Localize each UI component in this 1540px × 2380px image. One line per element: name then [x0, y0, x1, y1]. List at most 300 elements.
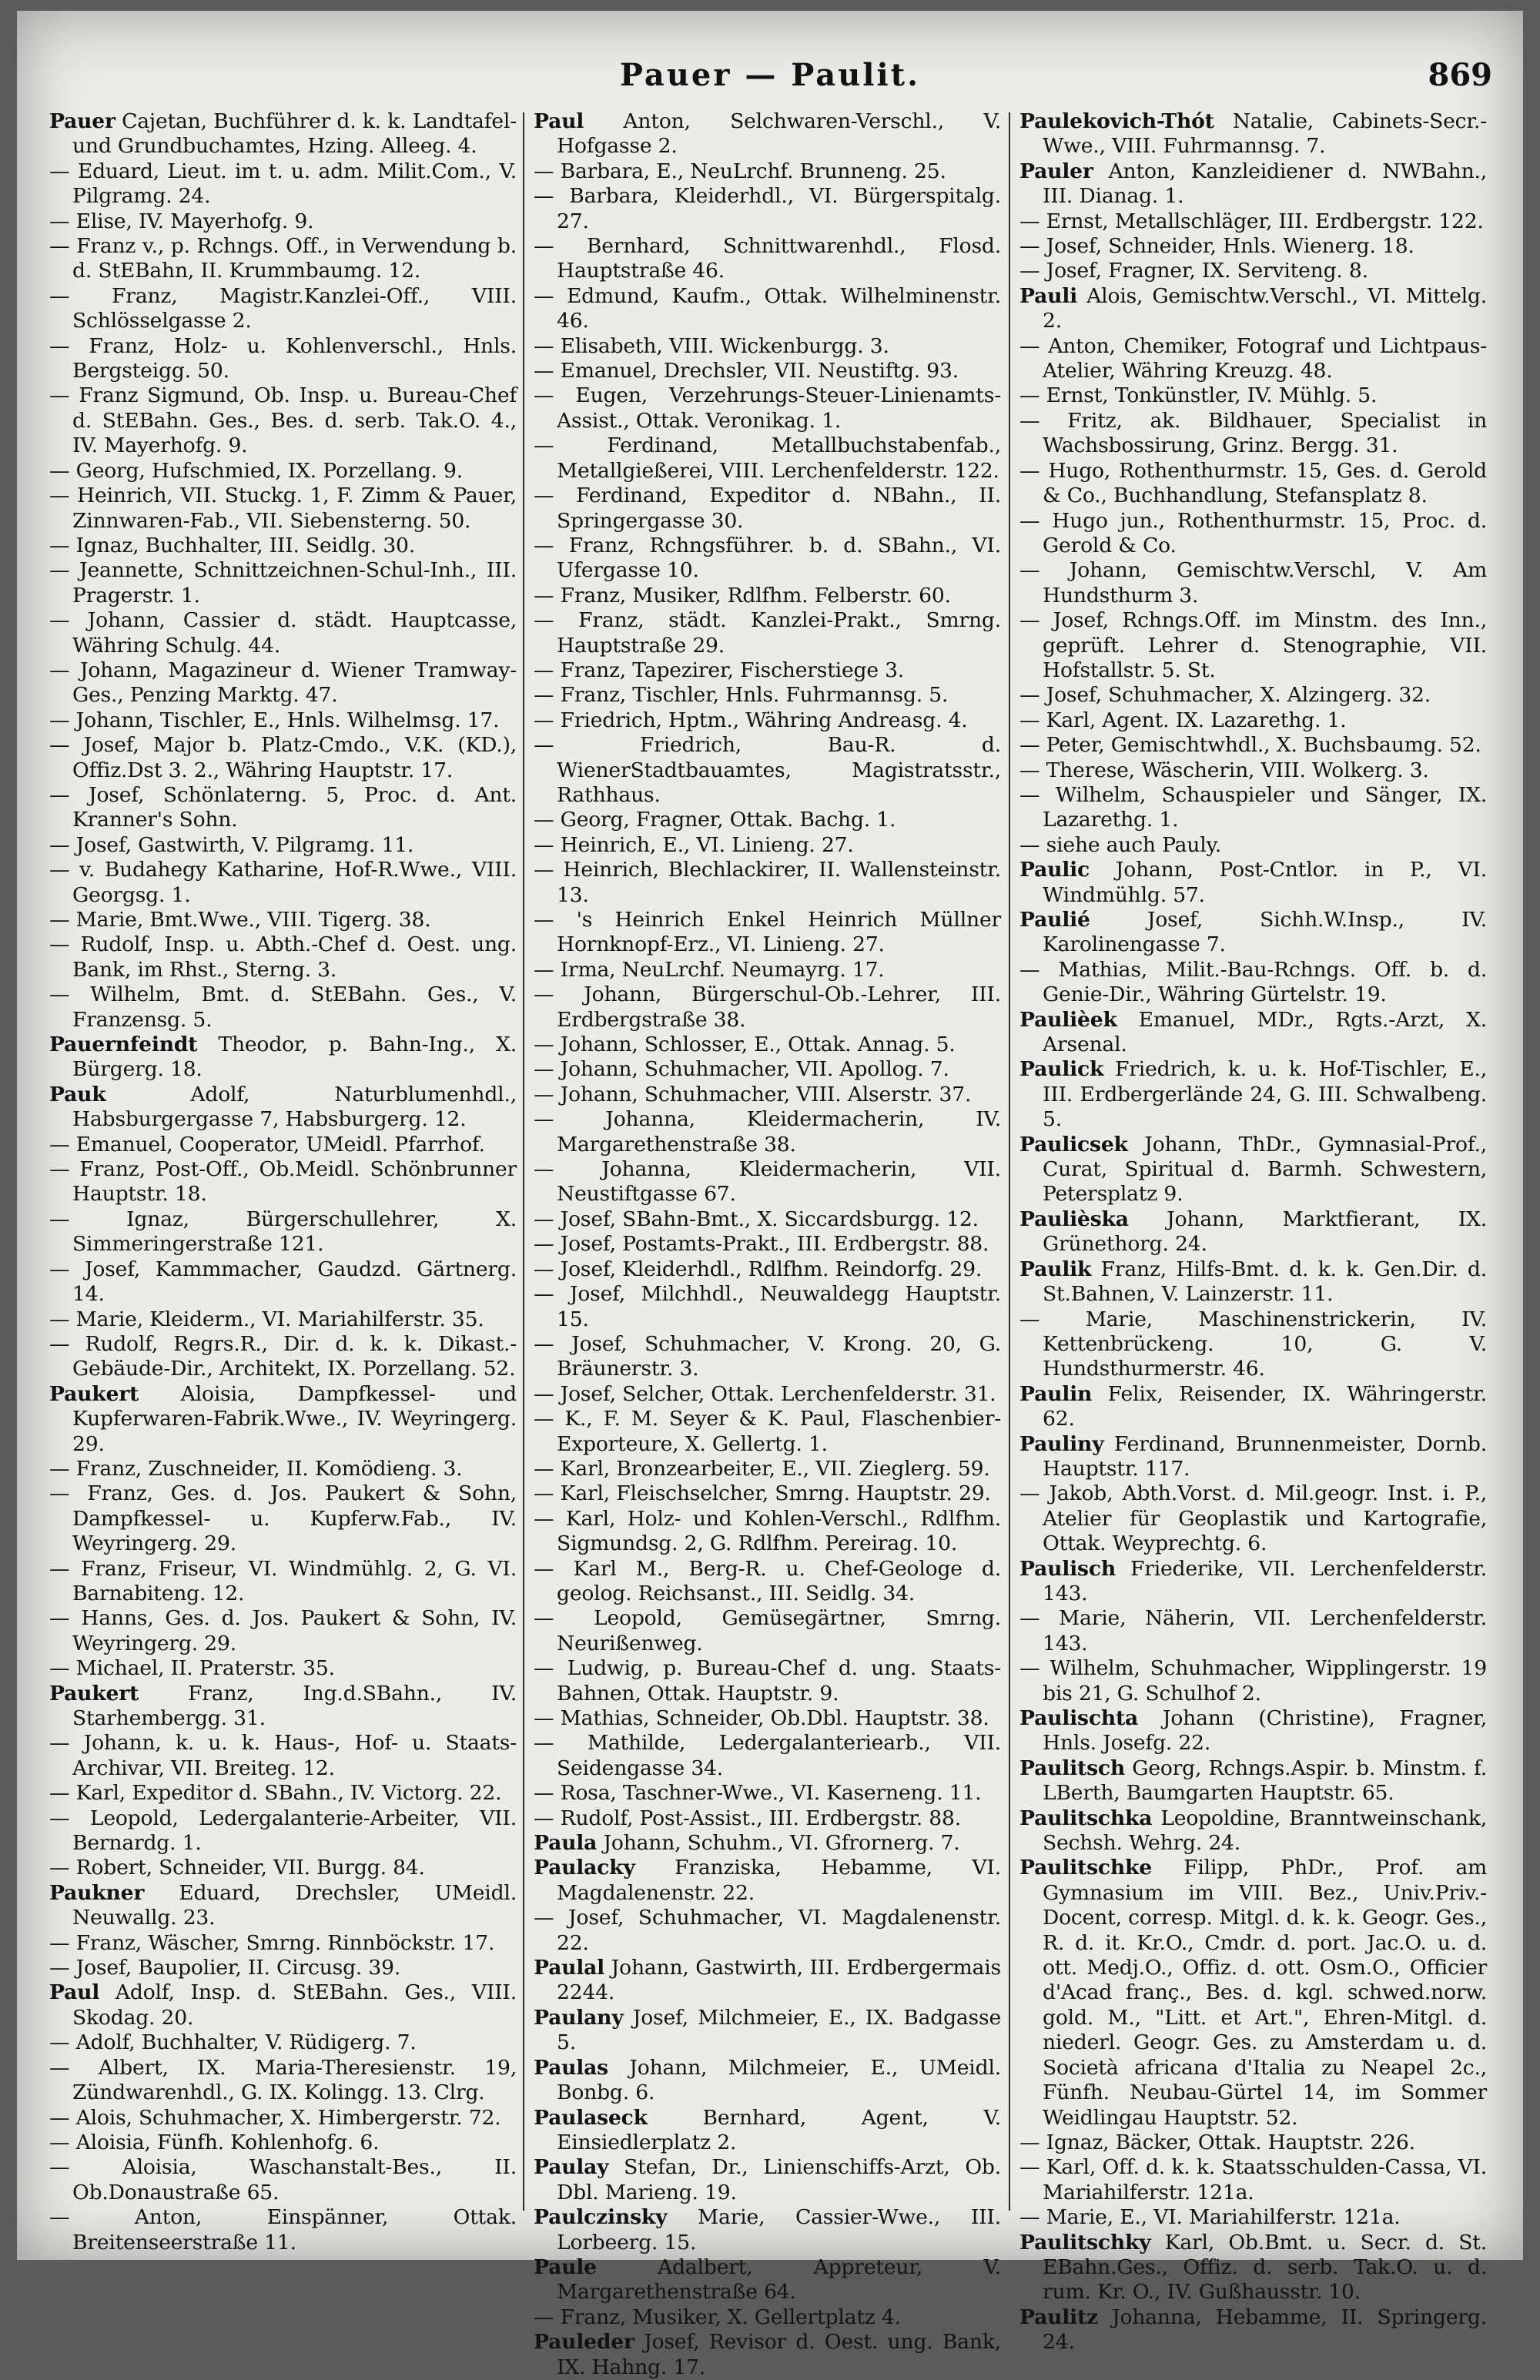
directory-entry — [534, 234, 1001, 284]
directory-entry — [49, 708, 517, 733]
directory-entry — [534, 2056, 1001, 2106]
directory-entry — [49, 558, 517, 608]
directory-entry — [49, 982, 517, 1033]
directory-entry — [1019, 159, 1487, 209]
entry-text: — Karl, Expeditor d. SBahn., IV. Victorg. 22. — [49, 1781, 502, 1806]
directory-entry — [534, 1806, 1001, 1831]
directory-entry — [49, 1606, 517, 1656]
entry-text: — Marie, Maschinenstrickerin, IV. Kettenbrückeng. 10, G. V. Hundsthurmerstr. 46. — [1019, 1307, 1487, 1381]
entry-text: — Eduard, Lieut. im t. u. adm. Milit.Com., V. Pilgramg. 24. — [49, 159, 517, 209]
entry-surname: Paulitschke — [1019, 1856, 1152, 1880]
entry-text: Filipp, PhDr., Prof. am Gymnasium im VIII. Bez., Univ.Priv.-Docent, corresp. Mitgl. d. k. k. Geogr. Ges., R. d. it. Kr.O., Cmdr. d. port. Jac.O. u. d. ott. Medj.O., Offiz. d. ott. Osm.O., Officier d'Acad franç., Bes. d. kgl. schwed.norw. gold. M., "Litt. et Art.", Ehren-Mitgl. d. niederl. Geogr. Ges. zu Amsterdam u. d. Società africana d'Italia zu Neapel 2c., Fünfh. Neubau-Gürtel 14, im Sommer Weidlingau Hauptstr. 52. — [1043, 1856, 1487, 2130]
entry-text: — Josef, Kleiderhdl., Rdlfhm. Reindorfg. 29. — [534, 1257, 983, 1281]
entry-text: — Georg, Hufschmied, IX. Porzellang. 9. — [49, 458, 464, 483]
directory-entry — [534, 2205, 1001, 2255]
directory-entry — [49, 234, 517, 284]
running-head: Pauer — Paulit. — [619, 57, 921, 93]
entry-text: — Mathias, Milit.-Bau-Rchngs. Off. b. d. Genie-Dir., Währing Gürtelstr. 19. — [1019, 957, 1487, 1007]
entry-text: — Heinrich, Blechlackirer, II. Wallensteinstr. 13. — [534, 858, 1001, 907]
directory-entry — [534, 1232, 1001, 1257]
directory-entry — [1019, 2155, 1487, 2205]
directory-entry — [1019, 1057, 1487, 1132]
entry-text: — Georg, Fragner, Ottak. Bachg. 1. — [534, 808, 896, 832]
entry-text: — Josef, Rchngs.Off. im Minstm. des Inn., geprüft. Lehrer d. Stenographie, VII. Hofstallstr. 5. St. — [1019, 608, 1487, 682]
entry-text: — Emanuel, Drechsler, VII. Neustiftg. 93. — [534, 359, 959, 383]
entry-surname: Paulitschka — [1019, 1806, 1153, 1830]
entry-text: — Johanna, Kleidermacherin, IV. Margarethenstraße 38. — [534, 1107, 1001, 1157]
directory-entry — [534, 284, 1001, 334]
entry-text: Johann, Post-Cntlor. in P., VI. Windmühlg. 57. — [1043, 858, 1487, 907]
directory-entry — [49, 1980, 517, 2030]
entry-text: — Rudolf, Regrs.R., Dir. d. k. k. Dikast.-Gebäude-Dir., Architekt, IX. Porzellang. 52. — [49, 1331, 517, 1381]
entry-text: Friederike, VII. Lerchenfelderstr. 143. — [1043, 1556, 1487, 1605]
entry-text: Johann, Milchmeier, E., UMeidl. Bonbg. 6. — [557, 2055, 1001, 2105]
directory-entry — [49, 1332, 517, 1382]
entry-text: — Ludwig, p. Bureau-Chef d. ung. Staats-Bahnen, Ottak. Hauptstr. 9. — [534, 1656, 1001, 1705]
entry-surname: Paulièska — [1019, 1207, 1129, 1231]
entry-surname: Paulany — [534, 2005, 624, 2030]
directory-entry — [49, 1207, 517, 1257]
entry-text: Ferdinand, Brunnenmeister, Dornb. Hauptstr. 117. — [1043, 1431, 1487, 1481]
entry-text: — Josef, Selcher, Ottak. Lerchenfelderstr. 31. — [534, 1381, 996, 1406]
directory-entry — [49, 209, 517, 234]
entry-surname: Paukert — [49, 1681, 139, 1705]
entry-text: — Johann, Cassier d. städt. Hauptcasse, Währing Schulg. 44. — [49, 608, 517, 658]
directory-entry — [49, 1656, 517, 1681]
directory-entry — [1019, 683, 1487, 708]
directory-entry — [1019, 1606, 1487, 1656]
entry-surname: Paule — [534, 2254, 597, 2279]
entry-text: — Ignaz, Buchhalter, III. Seidlg. 30. — [49, 533, 416, 557]
directory-entry — [534, 534, 1001, 584]
entry-surname: Paulitsch — [1019, 1756, 1126, 1780]
entry-text: — Josef, Major b. Platz-Cmdo., V.K. (KD.), Offiz.Dst 3. 2., Währing Hauptstr. 17. — [49, 733, 517, 782]
directory-entry — [1019, 2205, 1487, 2230]
directory-entry — [49, 334, 517, 384]
directory-entry — [534, 1481, 1001, 1506]
entry-text: — Josef, Kammmacher, Gaudzd. Gärtnerg. 14. — [49, 1257, 517, 1307]
directory-entry — [534, 982, 1001, 1033]
entry-text: Franz, Hilfs-Bmt. d. k. k. Gen.Dir. d. St.Bahnen, V. Lainzerstr. 11. — [1043, 1257, 1487, 1307]
directory-entry — [1019, 284, 1487, 334]
entry-text: — Karl, Agent. IX. Lazarethg. 1. — [1019, 708, 1347, 732]
directory-entry — [49, 1481, 517, 1556]
entry-text: Josef, Milchmeier, E., IX. Badgasse 5. — [557, 2005, 1001, 2055]
entry-surname: Paulik — [1019, 1257, 1092, 1281]
entry-surname: Paulicsek — [1019, 1132, 1128, 1157]
entry-text: — Rudolf, Insp. u. Abth.-Chef d. Oest. ung. Bank, im Rhst., Sterng. 3. — [49, 932, 517, 982]
entry-text: — Franz, Tapezirer, Fischerstiege 3. — [534, 658, 905, 682]
directory-entry — [1019, 234, 1487, 259]
directory-entry — [49, 2155, 517, 2205]
entry-text: Marie, Cassier-Wwe., III. Lorbeerg. 15. — [557, 2205, 1001, 2254]
directory-entry — [534, 1731, 1001, 1781]
entry-text: Karl, Ob.Bmt. u. Secr. d. St. EBahn.Ges., Offiz. d. serb. Tak.O. u. d. rum. Kr. O., IV. Gußhausstr. 10. — [1043, 2230, 1487, 2305]
entry-text: — Johann, Gemischtw.Verschl, V. Am Hundsthurm 3. — [1019, 558, 1487, 608]
directory-entry — [1019, 1307, 1487, 1382]
directory-entry — [534, 1457, 1001, 1481]
entry-text: — Josef, Gastwirth, V. Pilgramg. 11. — [49, 832, 414, 857]
entry-text: — Marie, Kleiderm., VI. Mariahilferstr. 35. — [49, 1307, 484, 1331]
entry-text: — Josef, Schuhmacher, V. Krong. 20, G. Bräunerstr. 3. — [534, 1331, 1001, 1381]
directory-entry — [49, 1457, 517, 1481]
entry-text: — Ernst, Tonkünstler, IV. Mühlg. 5. — [1019, 383, 1378, 408]
entry-text: — Marie, Bmt.Wwe., VIII. Tigerg. 38. — [49, 908, 431, 932]
entry-text: — Wilhelm, Schauspieler und Sänger, IX. Lazarethg. 1. — [1019, 782, 1487, 832]
entry-text: — Karl, Fleischselcher, Smrng. Hauptstr. 29. — [534, 1481, 991, 1506]
directory-entry — [49, 2106, 517, 2131]
directory-entry — [1019, 708, 1487, 733]
directory-entry — [534, 1332, 1001, 1382]
entry-surname: Paukner — [49, 1880, 145, 1905]
entry-text: Felix, Reisender, IX. Währingerstr. 62. — [1043, 1381, 1487, 1431]
directory-entry — [49, 1133, 517, 1157]
directory-entry — [1019, 1481, 1487, 1556]
directory-entry — [49, 1557, 517, 1607]
entry-text: — Barbara, E., NeuLrchf. Brunneng. 25. — [534, 159, 946, 183]
entry-text: — Fritz, ak. Bildhauer, Specialist in Wachsbossirung, Grinz. Bergg. 31. — [1019, 408, 1487, 458]
entry-text: — Franz Sigmund, Ob. Insp. u. Bureau-Chef d. StEBahn. Ges., Bes. d. serb. Tak.O. 4., IV. Mayerhofg. 9. — [49, 383, 517, 458]
directory-entry — [534, 908, 1001, 958]
directory-entry — [49, 2056, 517, 2106]
entry-text: — siehe auch Pauly. — [1019, 832, 1222, 857]
directory-entry — [49, 833, 517, 858]
entry-text: — Leopold, Ledergalanterie-Arbeiter, VII. Bernardg. 1. — [49, 1806, 517, 1856]
entry-text: — Irma, NeuLrchf. Neumayrg. 17. — [534, 957, 885, 982]
entry-text: — Mathias, Schneider, Ob.Dbl. Hauptstr. 38. — [534, 1706, 989, 1730]
directory-entry — [1019, 858, 1487, 908]
entry-text: Stefan, Dr., Linienschiffs-Arzt, Ob. Dbl. Marieng. 19. — [557, 2155, 1001, 2204]
directory-entry — [534, 958, 1001, 982]
directory-entry — [49, 383, 517, 458]
directory-entry — [1019, 1133, 1487, 1207]
directory-entry — [1019, 383, 1487, 408]
directory-entry — [534, 1382, 1001, 1407]
entry-surname: Paulaseck — [534, 2105, 648, 2130]
entry-text: — Heinrich, E., VI. Linieng. 27. — [534, 832, 854, 857]
entry-text: Johann, Schuhm., VI. Gfrornerg. 7. — [597, 1831, 960, 1856]
directory-entry — [49, 1257, 517, 1307]
entry-text: — Ignaz, Bäcker, Ottak. Hauptstr. 226. — [1019, 2130, 1415, 2154]
directory-entry — [49, 908, 517, 932]
entry-text: — Franz, Post-Off., Ob.Meidl. Schönbrunner Hauptstr. 18. — [49, 1157, 517, 1207]
directory-entry — [534, 1107, 1001, 1157]
entry-text: — Franz, Holz- u. Kohlenverschl., Hnls. Bergsteigg. 50. — [49, 333, 517, 383]
entry-text: — Robert, Schneider, VII. Burgg. 84. — [49, 1856, 425, 1880]
directory-entry — [1019, 833, 1487, 858]
entry-text: — Aloisia, Waschanstalt-Bes., II. Ob.Donaustraße 65. — [49, 2155, 517, 2204]
entry-text: Johanna, Hebamme, II. Springerg. 24. — [1043, 2305, 1487, 2355]
entry-text: — Rosa, Taschner-Wwe., VI. Kaserneng. 11. — [534, 1781, 982, 1806]
directory-entry — [49, 1083, 517, 1133]
directory-entry — [49, 159, 517, 209]
entry-text: Theodor, p. Bahn-Ing., X. Bürgerg. 18. — [72, 1033, 517, 1082]
entry-text: Anton, Selchwaren-Verschl., V. Hofgasse 2. — [557, 109, 1001, 159]
entry-text: — Albert, IX. Maria-Theresienstr. 19, Zündwarenhdl., G. IX. Kolingg. 13. Clrg. — [49, 2055, 517, 2105]
entry-text: — Michael, II. Praterstr. 35. — [49, 1656, 335, 1681]
directory-entry — [534, 833, 1001, 858]
entry-text: Johann, Marktfierant, IX. Grünethorg. 24. — [1043, 1207, 1487, 1257]
directory-entry — [534, 334, 1001, 359]
entry-text: Anton, Kanzleidiener d. NWBahn., III. Dianag. 1. — [1043, 159, 1487, 209]
entry-text: — 's Heinrich Enkel Heinrich Müllner Hornknopf-Erz., VI. Linieng. 27. — [534, 908, 1001, 957]
directory-entry — [49, 1382, 517, 1457]
entry-text: — Jeannette, Schnittzeichnen-Schul-Inh., III. Pragerstr. 1. — [49, 558, 517, 608]
directory-entry — [49, 484, 517, 534]
directory-entry — [534, 2155, 1001, 2205]
directory-entry — [534, 608, 1001, 658]
entry-text: — K., F. M. Seyer & K. Paul, Flaschenbier-Exporteure, X. Gellertg. 1. — [534, 1407, 1001, 1456]
directory-entry — [49, 1307, 517, 1332]
directory-entry — [534, 1407, 1001, 1457]
entry-text: — Hugo, Rothenthurmstr. 15, Ges. d. Gerold & Co., Buchhandlung, Stefansplatz 8. — [1019, 458, 1487, 508]
entry-text: — Franz, Musiker, X. Gellertplatz 4. — [534, 2305, 901, 2329]
entry-surname: Pauliny — [1019, 1431, 1104, 1456]
entry-text: — Heinrich, VII. Stuckg. 1, F. Zimm & Pauer, Zinnwaren-Fab., VII. Siebensterng. 50. — [49, 484, 517, 533]
entry-surname: Paula — [534, 1831, 598, 1856]
column-divider — [1009, 112, 1010, 2211]
directory-entry — [49, 932, 517, 982]
entry-text: — Josef, SBahn-Bmt., X. Siccardsburgg. 12. — [534, 1207, 979, 1231]
directory-entry — [1019, 1706, 1487, 1756]
entry-surname: Pauli — [1019, 283, 1078, 308]
entry-text: — Elise, IV. Mayerhofg. 9. — [49, 209, 314, 233]
directory-entry — [49, 2030, 517, 2055]
directory-entry — [49, 733, 517, 783]
entry-text: — Hugo jun., Rothenthurmstr. 15, Proc. d. Gerold & Co. — [1019, 508, 1487, 557]
directory-entry — [49, 658, 517, 708]
entry-text: Johann, ThDr., Gymnasial-Prof., Curat, Spiritual d. Barmh. Schwestern, Petersplatz 9. — [1043, 1132, 1487, 1207]
directory-entry — [534, 433, 1001, 484]
entry-text: Josef, Sichh.W.Insp., IV. Karolinengasse 7. — [1043, 908, 1487, 957]
directory-entry — [49, 2131, 517, 2155]
directory-entry — [49, 284, 517, 334]
entry-text: — Wilhelm, Schuhmacher, Wipplingerstr. 19 bis 21, G. Schulhof 2. — [1019, 1656, 1487, 1705]
directory-entry — [49, 1157, 517, 1207]
entry-text: — Friedrich, Bau-R. d. WienerStadtbauamtes, Magistratsstr., Rathhaus. — [534, 733, 1001, 807]
entry-surname: Paulischta — [1019, 1706, 1139, 1730]
entry-text: — Edmund, Kaufm., Ottak. Wilhelminenstr. 46. — [534, 283, 1001, 333]
entry-text: Leopoldine, Branntweinschank, Sechsh. Wehrg. 24. — [1043, 1806, 1487, 1856]
column-divider — [523, 112, 524, 2211]
entry-text: Georg, Rchngs.Aspir. b. Minstm. f. LBerth, Baumgarten Hauptstr. 65. — [1043, 1756, 1487, 1806]
entry-text: — Therese, Wäscherin, VIII. Wolkerg. 3. — [1019, 758, 1429, 782]
entry-text: — Franz, Ges. d. Jos. Paukert & Sohn, Dampfkessel- u. Kupferw.Fab., IV. Weyringerg. 29. — [49, 1481, 517, 1556]
directory-page — [17, 11, 1523, 2379]
entry-text: — Franz, Zuschneider, II. Komödieng. 3. — [49, 1456, 463, 1481]
directory-entry — [1019, 259, 1487, 283]
directory-entry — [1019, 1382, 1487, 1432]
entry-text: — Anton, Chemiker, Fotograf und Lichtpaus-Atelier, Währing Kreuzg. 48. — [1019, 333, 1487, 383]
entry-text: — Alois, Schuhmacher, X. Himbergerstr. 72. — [49, 2105, 501, 2130]
directory-entry — [534, 733, 1001, 808]
directory-entry — [1019, 1557, 1487, 1607]
directory-entry — [534, 1507, 1001, 1557]
entry-text: — Franz, städt. Kanzlei-Prakt., Smrng. Hauptstraße 29. — [534, 608, 1001, 658]
entry-text: — Ignaz, Bürgerschullehrer, X. Simmeringerstraße 121. — [49, 1207, 517, 1257]
entry-surname: Paulin — [1019, 1381, 1093, 1406]
entry-text: — Franz v., p. Rchngs. Off., in Verwendung b. d. StEBahn, II. Krummbaumg. 12. — [49, 234, 517, 283]
entry-surname: Paulay — [534, 2155, 609, 2180]
directory-entry — [534, 359, 1001, 383]
directory-entry — [1019, 109, 1487, 159]
entry-surname: Paulekovich-Thót — [1019, 109, 1214, 133]
directory-entry — [534, 1557, 1001, 1607]
entry-text: — Leopold, Gemüsegärtner, Smrng. Neurißenweg. — [534, 1606, 1001, 1655]
entry-text: — Eugen, Verzehrungs-Steuer-Linienamts-Assist., Ottak. Veronikag. 1. — [534, 383, 1001, 433]
directory-entry — [534, 159, 1001, 184]
entry-text: — Josef, Schuhmacher, VI. Magdalenenstr. 22. — [534, 1906, 1001, 1955]
directory-entry — [534, 1656, 1001, 1706]
directory-entry — [1019, 459, 1487, 509]
directory-entry — [1019, 1008, 1487, 1058]
directory-entry — [1019, 908, 1487, 958]
page-number: 869 — [1428, 57, 1492, 93]
directory-entry — [49, 459, 517, 484]
entry-text: — Rudolf, Post-Assist., III. Erdbergstr. 88. — [534, 1806, 961, 1830]
directory-entry — [49, 109, 517, 159]
directory-entry — [534, 1033, 1001, 1057]
entry-text: — Johanna, Kleidermacherin, VII. Neustiftgasse 67. — [534, 1157, 1001, 1207]
entry-text: — Johann, Bürgerschul-Ob.-Lehrer, III. Erdbergstraße 38. — [534, 982, 1001, 1032]
entry-text: — Hanns, Ges. d. Jos. Paukert & Sohn, IV. Weyringerg. 29. — [49, 1606, 517, 1655]
entry-text: — Anton, Einspänner, Ottak. Breitenseerstraße 11. — [49, 2205, 517, 2254]
page-header — [17, 57, 1523, 103]
entry-text: — Mathilde, Ledergalanteriearb., VII. Seidengasse 34. — [534, 1731, 1001, 1780]
entry-text: — Franz, Tischler, Hnls. Fuhrmannsg. 5. — [534, 683, 949, 708]
entry-text: — Franz, Musiker, Rdlfhm. Felberstr. 60. — [534, 583, 951, 608]
entry-text: — Karl M., Berg-R. u. Chef-Geologe d. geolog. Reichsanst., III. Seidlg. 34. — [534, 1556, 1001, 1605]
entry-text: — Aloisia, Fünfh. Kohlenhofg. 6. — [49, 2130, 380, 2154]
entry-text: — Adolf, Buchhalter, V. Rüdigerg. 7. — [49, 2030, 417, 2055]
entry-text: Cajetan, Buchführer d. k. k. Landtafel- und Grundbuchamtes, Hzing. Alleeg. 4. — [72, 109, 517, 159]
directory-entry — [534, 1956, 1001, 2006]
directory-entry — [1019, 958, 1487, 1008]
entry-surname: Pauleder — [534, 2330, 634, 2355]
entry-text: — Karl, Holz- und Kohlen-Verschl., Rdlfhm. Sigmundsg. 2, G. Rdlfhm. Pereirag. 10. — [534, 1506, 1001, 1556]
entry-text: — Marie, Näherin, VII. Lerchenfelderstr. 143. — [1019, 1606, 1487, 1655]
entry-surname: Paulczinsky — [534, 2205, 668, 2230]
directory-entry — [49, 1956, 517, 1980]
entry-text: — Johann, Schuhmacher, VII. Apollog. 7. — [534, 1057, 949, 1082]
entry-text: — Johann, Tischler, E., Hnls. Wilhelmsg. 17. — [49, 708, 500, 732]
directory-entry — [1019, 1656, 1487, 1706]
entry-text: — Marie, E., VI. Mariahilferstr. 121a. — [1019, 2205, 1401, 2230]
directory-entry — [534, 708, 1001, 733]
entry-text: — Barbara, Kleiderhdl., VI. Bürgerspitalg. 27. — [534, 184, 1001, 233]
directory-entry — [534, 1831, 1001, 1856]
directory-entry — [49, 1731, 517, 1781]
directory-entry — [534, 1157, 1001, 1207]
directory-entry — [49, 1033, 517, 1083]
directory-entry — [534, 1706, 1001, 1731]
entry-surname: Pauler — [1019, 159, 1093, 183]
entry-text: Aloisia, Dampfkessel- und Kupferwaren-Fabrik.Wwe., IV. Weyringerg. 29. — [72, 1381, 517, 1456]
directory-entry — [534, 1606, 1001, 1656]
entry-surname: Paulitschky — [1019, 2230, 1151, 2254]
directory-entry — [1019, 2231, 1487, 2305]
directory-entry — [49, 534, 517, 558]
column-3 — [1019, 109, 1487, 2355]
directory-entry — [1019, 1257, 1487, 1307]
entry-text: — Karl, Off. d. k. k. Staatsschulden-Cassa, VI. Mariahilferstr. 121a. — [1019, 2155, 1487, 2204]
directory-entry — [534, 2006, 1001, 2056]
directory-entry — [534, 484, 1001, 534]
directory-entry — [1019, 2131, 1487, 2155]
directory-entry — [534, 808, 1001, 832]
directory-entry — [534, 1781, 1001, 1806]
entry-text: — Franz, Magistr.Kanzlei-Off., VIII. Schlösselgasse 2. — [49, 283, 517, 333]
directory-entry — [1019, 1207, 1487, 1257]
entry-text: — Franz, Friseur, VI. Windmühlg. 2, G. VI. Barnabiteng. 12. — [49, 1556, 517, 1605]
directory-entry — [534, 184, 1001, 234]
directory-entry — [534, 683, 1001, 708]
entry-text: Natalie, Cabinets-Secr.-Wwe., VIII. Fuhrmannsg. 7. — [1043, 109, 1487, 159]
directory-entry — [49, 783, 517, 833]
entry-surname: Pauk — [49, 1082, 106, 1106]
directory-entry — [49, 1881, 517, 1931]
directory-entry — [534, 2330, 1001, 2380]
directory-entry — [49, 1856, 517, 1880]
directory-entry — [1019, 509, 1487, 559]
directory-entry — [1019, 1432, 1487, 1482]
directory-entry — [534, 1057, 1001, 1082]
entry-text: Johann, Gastwirth, III. Erdbergermais 2244. — [557, 1956, 1001, 2005]
directory-entry — [1019, 733, 1487, 758]
entry-text: Adolf, Insp. d. StEBahn. Ges., VIII. Skodag. 20. — [72, 1980, 517, 2030]
entry-surname: Pauernfeindt — [49, 1033, 198, 1057]
entry-text: — Josef, Schuhmacher, X. Alzingerg. 32. — [1019, 683, 1431, 708]
directory-entry — [49, 1931, 517, 1956]
entry-text: — Josef, Schönlaterng. 5, Proc. d. Ant. Kranner's Sohn. — [49, 782, 517, 832]
entry-text: Eduard, Drechsler, UMeidl. Neuwallg. 23. — [72, 1880, 517, 1930]
entry-text: — Ernst, Metallschläger, III. Erdbergstr. 122. — [1019, 209, 1484, 233]
entry-surname: Paul — [534, 109, 584, 133]
entry-surname: Paulic — [1019, 858, 1090, 882]
entry-text: — Jakob, Abth.Vorst. d. Mil.geogr. Inst. i. P., Atelier für Geoplastik und Kartografie, Ottak. Weyprechtg. 6. — [1019, 1481, 1487, 1556]
entry-text: Franziska, Hebamme, VI. Magdalenenstr. 22. — [557, 1856, 1001, 1905]
directory-entry — [534, 383, 1001, 433]
column-1 — [49, 109, 517, 2254]
entry-text: Friedrich, k. u. k. Hof-Tischler, E., III. Erdbergerlände 24, G. III. Schwalbeng. 5. — [1043, 1057, 1487, 1132]
entry-surname: Paulié — [1019, 908, 1090, 932]
entry-text: Adalbert, Appreteur, V. Margarethenstraße 64. — [557, 2254, 1001, 2305]
directory-entry — [1019, 758, 1487, 783]
entry-text: — Franz, Wäscher, Smrng. Rinnböckstr. 17. — [49, 1930, 495, 1955]
directory-entry — [49, 1781, 517, 1806]
entry-text: — Johann, Magazineur d. Wiener Tramway-Ges., Penzing Marktg. 47. — [49, 658, 517, 708]
directory-entry — [49, 608, 517, 658]
directory-entry — [49, 1682, 517, 1732]
column-2 — [534, 109, 1001, 2379]
directory-entry — [1019, 1856, 1487, 2130]
directory-entry — [1019, 2305, 1487, 2355]
directory-entry — [1019, 209, 1487, 234]
entry-text: — Peter, Gemischtwhdl., X. Buchsbaumg. 52. — [1019, 733, 1481, 758]
entry-surname: Paukert — [49, 1381, 139, 1406]
entry-text: Franz, Ing.d.SBahn., IV. Starhembergg. 31. — [72, 1681, 517, 1730]
entry-text: — Franz, Rchngsführer. b. d. SBahn., VI. Ufergasse 10. — [534, 533, 1001, 583]
entry-text: Josef, Revisor d. Oest. ung. Bank, IX. Hahng. 17. — [557, 2330, 1001, 2379]
entry-text: — Josef, Milchhdl., Neuwaldegg Hauptstr. 15. — [534, 1282, 1001, 1331]
entry-text: — Josef, Postamts-Prakt., III. Erdbergstr. 88. — [534, 1232, 989, 1257]
entry-surname: Paul — [49, 1980, 100, 2005]
entry-text: — Josef, Schneider, Hnls. Wienerg. 18. — [1019, 234, 1414, 259]
entry-text: — Ferdinand, Expeditor d. NBahn., II. Springergasse 30. — [534, 484, 1001, 533]
entry-surname: Paulal — [534, 1956, 605, 1980]
directory-entry — [49, 858, 517, 908]
directory-entry — [1019, 783, 1487, 833]
